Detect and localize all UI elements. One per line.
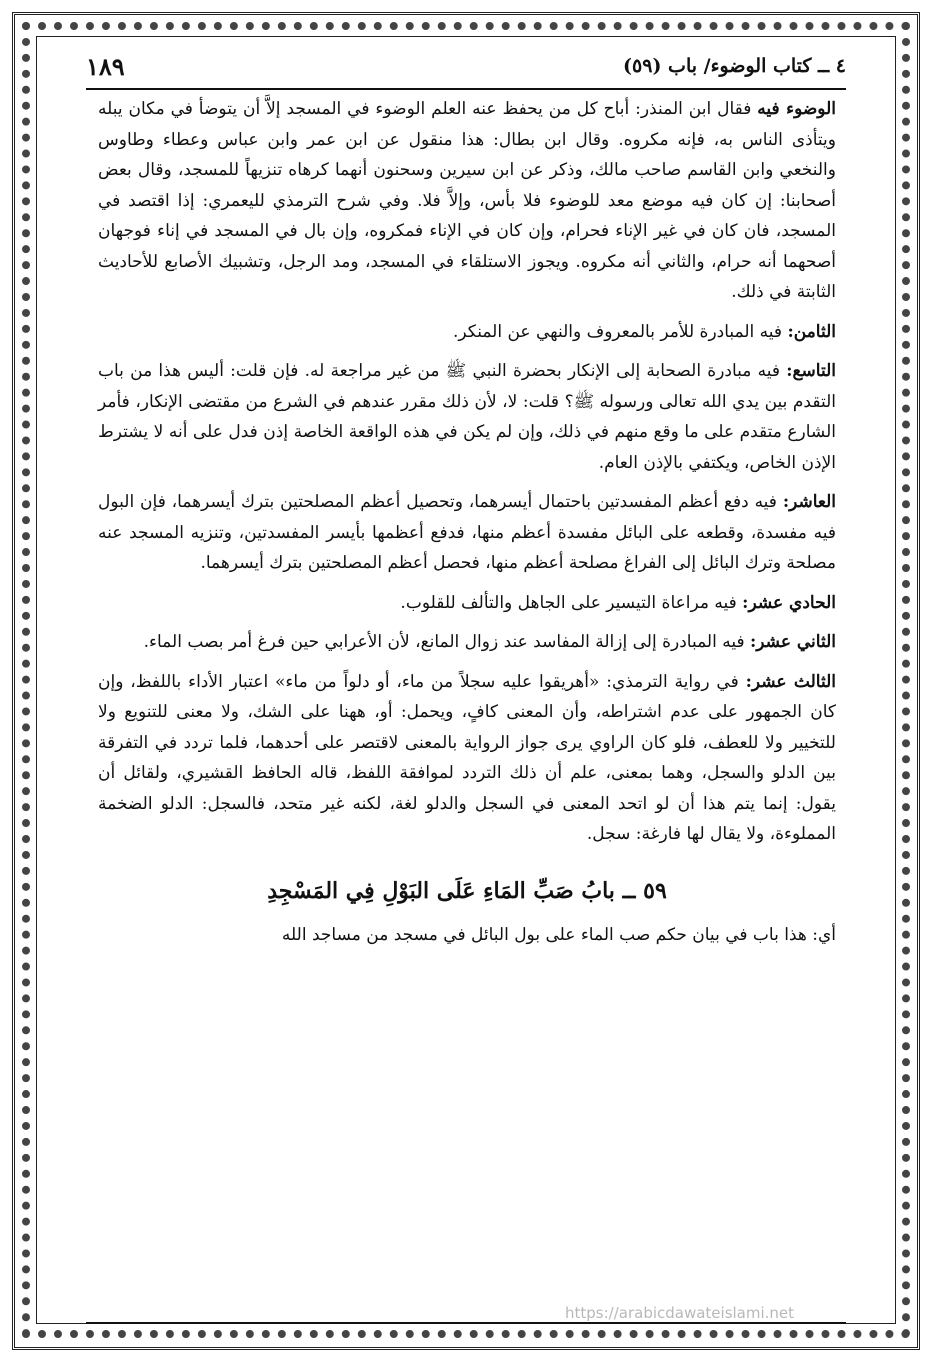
paragraph-text: فقال ابن المنذر: أباح كل من يحفظ عنه العلم الوضوء في المسجد إلاَّ أن يتوضأ في مكان يبله ويتأذى الناس به، فإنه مكروه. وقال ابن بطال: هذا منقول عن ابن عمر وابن عباس وعطاء وطاوس والنخعي وابن القاسم صاحب مالك، وذكر عن ابن سيرين وسحنون أنهما كرهاه تنزيهاً للمسجد، وقال بعض أصحابنا: إن كان فيه موضع معد للوضوء فلا بأس، وإلاَّ فلا. وفي شرح الترمذي لليعمري: إذا اقتصد في المسجد، فان كان في غير الإناء فحرام، وإن كان في الإناء فمكروه، وإن بال في المسجد في إناء فوجهان أصحهما أنه حرام، والثاني أنه مكروه. ويجوز الاستلقاء في المسجد، ومد الرجل، وتشبيك الأصابع للأحاديث الثابتة في ذلك. (98, 99, 836, 302)
page-header (86, 46, 846, 86)
paragraph-eleventh (98, 588, 836, 619)
header-rule (86, 88, 846, 90)
watermark-url: https://arabicdawateislami.net (565, 1304, 795, 1322)
page-body (98, 94, 836, 960)
paragraph-ninth (98, 356, 836, 478)
paragraph-lead: العاشر: (782, 492, 836, 512)
running-title: ٤ ــ كتاب الوضوء/ باب (٥٩) (623, 55, 846, 77)
paragraph-tenth (98, 487, 836, 579)
paragraph-twelfth (98, 627, 836, 658)
footer-rule (86, 1322, 846, 1324)
paragraph-text: فيه المبادرة إلى إزالة المفاسد عند زوال المانع، لأن الأعرابي حين فرغ أمر بصب الماء. (143, 632, 750, 652)
paragraph-lead: الثالث عشر: (745, 671, 837, 692)
paragraph-lead: التاسع: (786, 361, 836, 381)
chapter-title: ٥٩ ــ بابُ صَبِّ المَاءِ عَلَى البَوْلِ فِي المَسْجِدِ (267, 877, 667, 904)
paragraph-eighth (98, 317, 836, 348)
paragraph-text: في رواية الترمذي: «أهريقوا عليه سجلاً من ماء، أو دلواً من ماء» اعتبار الأداء باللفظ، وإن كان الجمهور على عدم اشتراطه، وأن المعنى كافٍ، ويحمل: أو، ههنا على الشك، ولا معنى للتنويع ولا للتخيير ولا للعطف، فلو كان الراوي يرى جواز الرواية بالمعنى لاقتصر على أحدهما، فلما تردد في التفرقة بين الدلو والسجل، وهما بمعنى، علم أن ذلك التردد لموافقة اللفظ، قاله الحافظ القشيري، ولقائل أن يقول: إنما يتم هذا أن لو اتحد المعنى في السجل والدلو لغة، لكنه غير متحد، فالسجل: الدلو الضخمة المملوءة، ولا يقال لها فارغة: سجل. (98, 671, 836, 844)
paragraph-text: فيه دفع أعظم المفسدتين باحتمال أيسرهما، وتحصيل أعظم المصلحتين بترك أيسرهما، فإن البول فيه مفسدة، وقطعه على البائل مفسدة أعظم منها، فدفع أعظمها بأيسر المفسدتين، وتنزيه المسجد عنه مصلحة وترك البائل إلى الفراغ مصلحة أعظم منها، فحصل أعظم المصلحتين بترك أيسرهما. (98, 492, 836, 573)
paragraph-chapter-intro: أي: هذا باب في بيان حكم صب الماء على بول البائل في مسجد من مساجد الله (281, 925, 836, 945)
paragraph-lead: الحادي عشر: (742, 592, 836, 613)
paragraph-text: فيه مبادرة الصحابة إلى الإنكار بحضرة النبي ﷺ من غير مراجعة له. فإن قلت: أليس هذا من باب التقدم بين يدي الله تعالى ورسوله ﷺ؟ قلت: لا، لأن ذلك مقرر عندهم في الشرع من مقتضى الإنكار، فأمر الشارع متقدم على ما وقع منهم في ذلك، وإن لم يكن في هذه الواقعة الخاصة إذن فدل على أنه لا يشترط الإذن الخاص، ويكتفي بالإذن العام. (98, 361, 836, 473)
paragraph-lead: الثاني عشر: (750, 632, 836, 652)
paragraph-text: فيه المبادرة للأمر بالمعروف والنهي عن المنكر. (453, 321, 788, 342)
paragraph-lead: الثامن: (787, 321, 836, 342)
paragraph-wudu (98, 94, 836, 308)
paragraph-lead: الوضوء فيه (757, 99, 836, 119)
page-number: ١٨٩ (86, 51, 125, 81)
paragraph-text: فيه مراعاة التيسير على الجاهل والتألف للقلوب. (400, 592, 743, 613)
paragraph-thirteenth (98, 667, 836, 850)
